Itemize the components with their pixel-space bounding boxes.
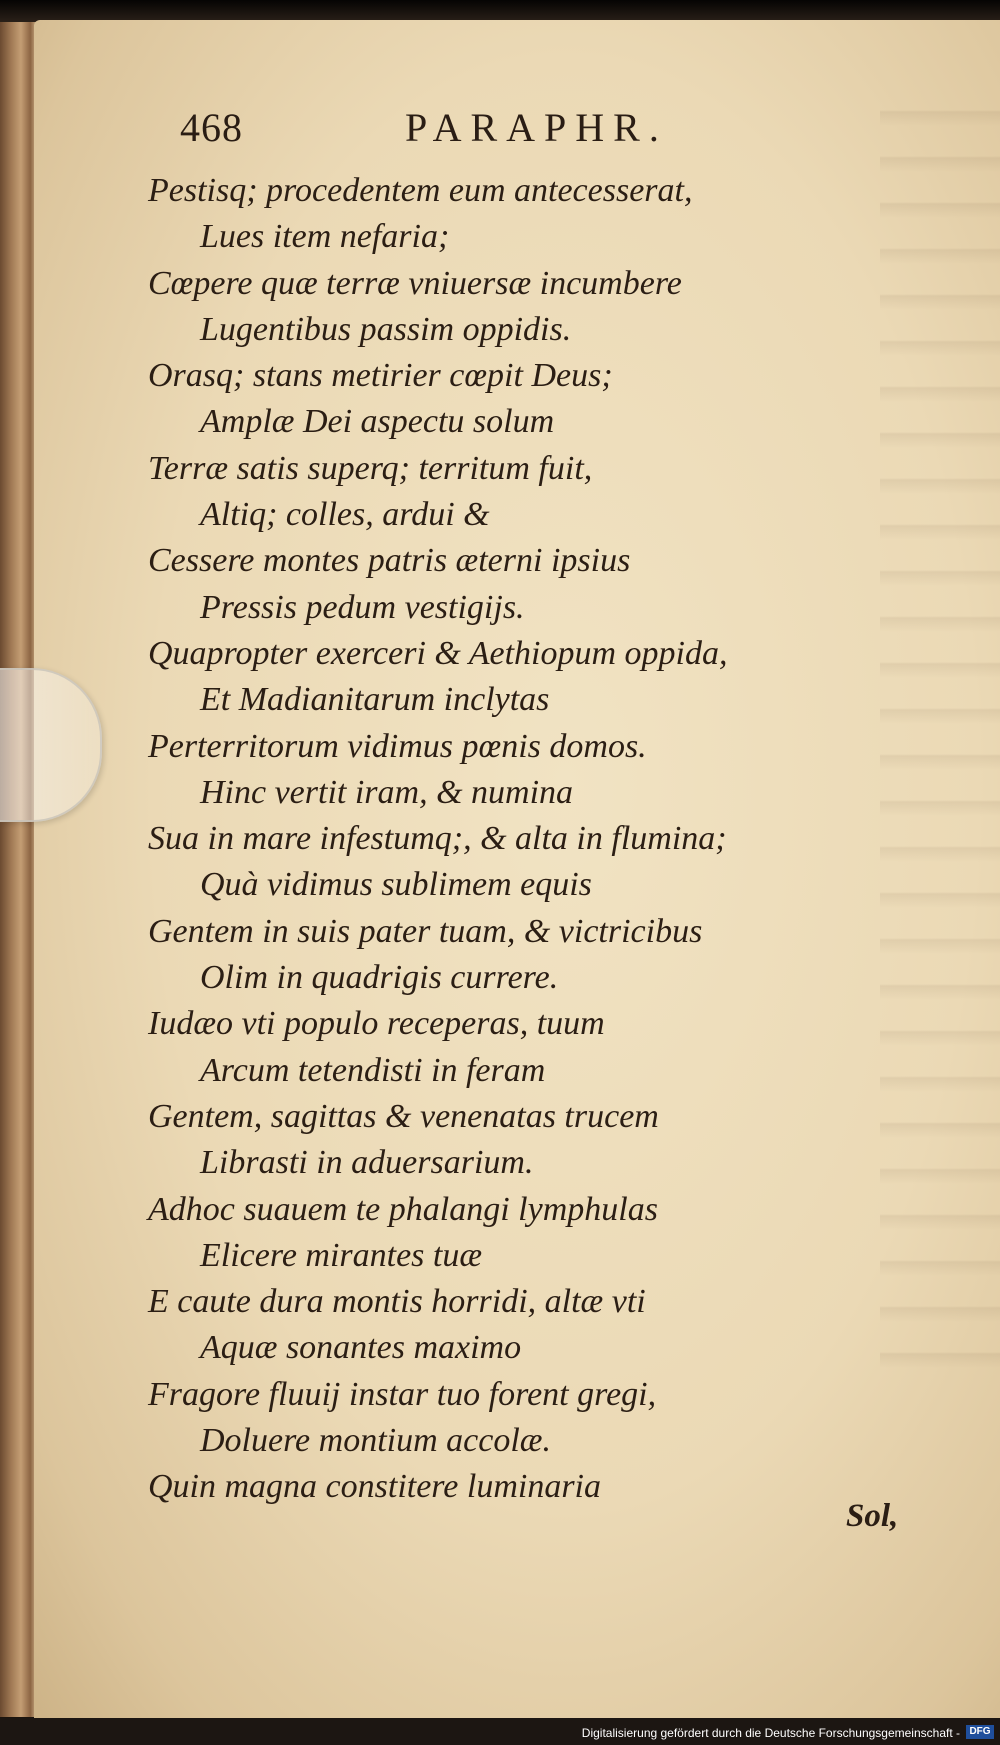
verse-line: Et Madianitarum inclytas (200, 681, 550, 719)
verse-line: Amplæ Dei aspectu solum (200, 403, 555, 441)
verse-line: Pestisq; procedentem eum antecesserat, (148, 172, 693, 209)
verse-line: Terræ satis superq; territum fuit, (148, 449, 593, 487)
book-fore-edge (0, 22, 38, 1717)
verse-text-block (148, 168, 888, 1511)
page-number: 468 (180, 105, 243, 150)
digitization-credit: Digitalisierung gefördert durch die Deutsche Forschungsgemeinschaft - (581, 1726, 960, 1740)
verse-line: Altiq; colles, ardui & (200, 496, 490, 534)
verse-line: Gentem in suis pater tuam, & victricibus (148, 912, 703, 950)
verse-line: Cessere montes patris æterni ipsius (148, 542, 631, 580)
verse-line: Olim in quadrigis currere. (200, 959, 559, 997)
verse-line: Adhoc suauem te phalangi lymphulas (148, 1190, 658, 1228)
top-shadow (0, 0, 1000, 22)
verse-line: Gentem, sagittas & venenatas trucem (148, 1097, 659, 1135)
verse-line: E caute dura montis horridi, altæ vti (148, 1283, 646, 1321)
verse-line: Lues item nefaria; (200, 218, 450, 256)
dfg-logo: DFG (966, 1725, 994, 1739)
verse-line: Quà vidimus sublimem equis (200, 866, 592, 904)
verse-line: Sua in mare infestumq;, & alta in flumina; (148, 820, 727, 858)
verse-line: Fragore fluuij instar tuo forent gregi, (148, 1375, 657, 1413)
verse-line: Iudæo vti populo receperas, tuum (148, 1005, 605, 1043)
verse-line: Hinc vertit iram, & numina (200, 773, 574, 811)
page-header (180, 104, 800, 154)
verse-line: Quin magna constitere luminaria (148, 1468, 601, 1506)
verse-line: Pressis pedum vestigijs. (200, 588, 525, 626)
verse-line: Librasti in aduersarium. (200, 1144, 534, 1182)
bleed-through-shadow (880, 80, 1000, 1380)
verse-line: Arcum tetendisti in feram (200, 1051, 546, 1089)
verse-line: Cœpere quæ terræ vniuersæ incumbere (148, 264, 682, 302)
verse-line: Elicere mirantes tuæ (200, 1236, 483, 1274)
verse-line: Perterritorum vidimus pœnis domos. (148, 727, 647, 765)
verse-line: Orasq; stans metirier cœpit Deus; (148, 357, 613, 395)
verse-line: Aquæ sonantes maximo (200, 1329, 522, 1367)
verse-line: Quapropter exerceri & Aethiopum oppida, (148, 634, 728, 672)
catchword: Sol, (846, 1498, 899, 1534)
running-head: PARAPHR. (405, 105, 668, 150)
verse-line: Doluere montium accolæ. (200, 1422, 551, 1460)
verse-line: Lugentibus passim oppidis. (200, 310, 572, 348)
